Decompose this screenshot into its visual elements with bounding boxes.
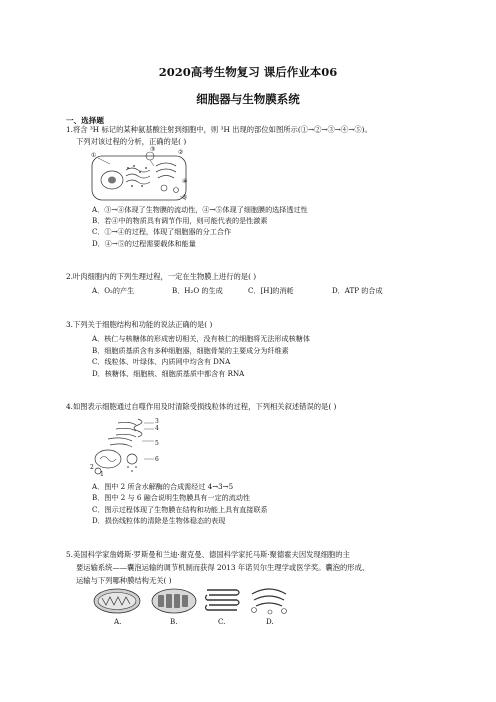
q4-label-5: 5 — [155, 440, 159, 447]
q5-stem-line2: 要运输系统——囊泡运输的调节机制而获得 2013 年诺贝尔生理学或医学奖。囊泡的形成、 — [76, 563, 370, 572]
q4-autophagy-diagram — [88, 415, 158, 477]
document-subtitle: 细胞器与生物膜系统 — [196, 92, 300, 106]
q3-stem: 3.下列关于细胞结构和功能的说法正确的是( ) — [66, 320, 213, 329]
q4-label-4: 4 — [155, 425, 159, 432]
q1-option-c: C．①→④的过程，体现了细胞器的分工合作 — [92, 227, 232, 236]
q2-stem: 2.叶肉细胞内的下列生理过程，一定在生物膜上进行的是( ) — [66, 272, 257, 281]
q5-option-c-figure — [203, 584, 243, 618]
q5-figure-label-d: D. — [266, 617, 274, 626]
q5-stem-line1: 5.美国科学家詹姆斯·罗斯曼和兰迪·谢克曼、德国科学家托马斯·聚德霍夫因发现细胞的主 — [66, 550, 350, 559]
q4-option-c: C．图示过程体现了生物膜在结构和功能上具有直接联系 — [92, 505, 268, 514]
q3-option-a: A．核仁与核糖体的形成密切相关，没有核仁的细胞将无法形成核糖体 — [92, 334, 310, 343]
q3-option-c: C．线粒体、叶绿体、内质网中均含有 DNA — [92, 357, 231, 366]
q1-stem-line1: 1.将含 ³H 标记的某种氨基酸注射到细胞中，则 ³H 出现的部位如图所示(①→②→③→④→⑤)。 — [66, 125, 372, 134]
q1-stem-line2: 下列对该过程的分析，正确的是( ) — [76, 137, 187, 146]
q4-option-b: B．图中 2 与 6 融合说明生物膜具有一定的流动性 — [92, 493, 251, 502]
q5-option-d-figure — [248, 586, 290, 616]
q1-cell-diagram — [90, 148, 190, 202]
q4-option-a: A．图中 2 所含水解酶的合成需经过 4→3→5 — [92, 482, 234, 491]
q1-label-4: ④ — [182, 178, 188, 185]
q5-figure-label-c: C. — [218, 617, 226, 626]
q2-option-d: D．ATP 的合成 — [332, 286, 383, 295]
q4-label-1: 1 — [100, 471, 104, 478]
q1-label-2: ② — [178, 149, 184, 156]
q1-label-1: ① — [91, 152, 97, 159]
q1-label-3: ③ — [150, 146, 156, 153]
q5-figure-label-b: B. — [170, 617, 178, 626]
q4-label-3: 3 — [155, 418, 159, 425]
q5-option-b-figure — [150, 586, 198, 616]
q1-label-5: ⑤ — [182, 194, 188, 201]
q5-figure-label-a: A. — [114, 617, 122, 626]
q2-option-a: A．O₂的产生 — [92, 286, 135, 295]
q1-option-b: B．若④中的物质具有调节作用，则可能代表的是性激素 — [92, 216, 268, 225]
document-title: 2020高考生物复习 课后作业本06 — [158, 65, 338, 79]
section-heading: 一、选择题 — [66, 116, 104, 125]
q4-stem: 4.如图表示细胞通过自噬作用及时清除受损线粒体的过程，下列相关叙述错误的是( ) — [66, 402, 337, 411]
q4-label-6: 6 — [155, 456, 159, 463]
q4-option-d: D．损伤线粒体的清除是生物体稳态的表现 — [92, 516, 226, 525]
q4-label-2: 2 — [90, 464, 94, 471]
q1-option-d: D．④→⑤的过程需要载体和能量 — [92, 239, 196, 248]
q3-option-d: D．核糖体、细胞核、细胞质基质中都含有 RNA — [92, 369, 245, 378]
q3-option-b: B．细胞质基质含有多种细胞器，细胞骨架的主要成分为纤维素 — [92, 346, 289, 355]
q2-option-c: C．[H]的消耗 — [248, 286, 294, 295]
q1-option-a: A．③→④体现了生物膜的流动性，④→⑤体现了细胞膜的选择透过性 — [92, 205, 308, 214]
q5-option-a-figure — [92, 586, 142, 616]
q2-option-b: B．H₂O 的生成 — [172, 286, 223, 295]
q5-stem-line3: 运输与下列哪种膜结构无关( ) — [76, 576, 172, 585]
